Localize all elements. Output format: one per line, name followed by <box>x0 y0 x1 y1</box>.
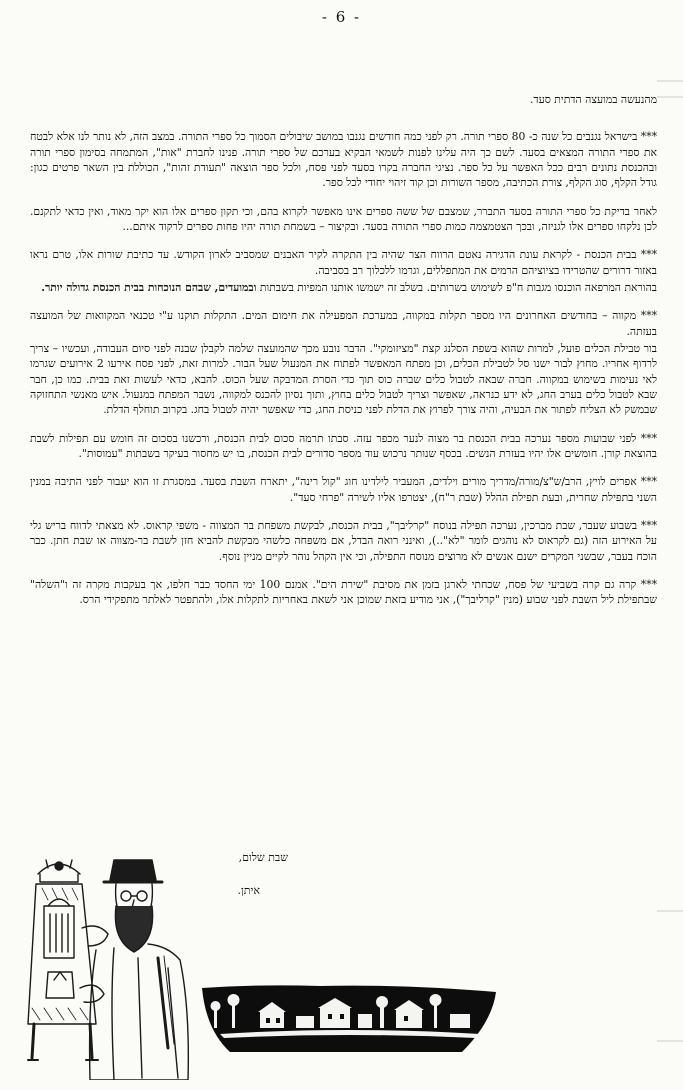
paragraph-guest-cantor: *** אפרים לויץ, הרב/ש"צ/מורה/מדריך מורים וילדים, המעביר לילדינו חוג "קול רינה", יתארח השבת בסעד. במסגרת זו הוא יעבור לפני התיבה במנין השני בתפילת שחרית, ובעת תפילת ההלל (שבת ר"ח), יצטרפו אליו לשירה "פרחי סעד". <box>30 475 657 504</box>
paragraph-shirat-hayam: *** קרה גם קרה בשביעי של פסח, שכחתי לארגן בזמן את מסיבת "שירת הים". אמנם 100 ימי החסד כבר חלפו, אך בעקבות מקרה זה ו"השלה" שבתפילת ליל השבת לפני שבוע (מנין "קרליבך"), אני מודיע בזאת שמוכן אני לשאת באחריות לתקלות אלו, ולהתפטר לאלתר מתפקידי הרס. <box>30 577 657 607</box>
margin-bleed-mark <box>657 96 683 98</box>
paragraph-vessels-pool: בור טבילת הכלים פועל, למרות שהוא בשפת הסלנג קצת "מציזומקי". הדבר נובע מכך שהמועצה שלמה לקבלן שבנה לפני סיום העבודה, ועכשיו – צריך לרדוף אחריו. מחוץ לבור ישנו סל לטבילת הכלים, וכן מפתח המאפשר לפתוח את המנעול שעל הבור. למרות זאת, לפני פסח אירעו 2 אירועים שגרמו לאי נעימות בשימוש במקווה. חברה שבאה לטבול כלים שברה כוס תוך כדי הסרת המדבקה שעל הכוס. להבא, כדאי לעשות זאת בבית. כמו כן, חבר שבא לטבול כלים בערב החג, לא ידע כנראה, שאפשר וצריך לטבול כלים בחוץ, ותוך נסיון להכנס למקווה, נשבר המפתח במנעול. איש מאנשי התחזוקה שבמשק לא הצליח לפתור את הבעיה, והיה צורך לפרוץ את הדלת לפני כניסת החג, כדי שאפשר יהיה לטבול בחג. בקרוב תוחלף הדלת. <box>30 341 657 417</box>
paragraph-synagogue: *** בבית הכנסת - לקראת עונת הדגירה נאטם הרווח הצר שהיה בין התקרה לקיר האבנים שמסביב לארון הקודש. עד כתיבת שורות אלו, טרם נראו באזור דרורים שהטרידו בציוציהם הרמים את המתפללים, וגרמו ללכלוך רב בסביבה. <box>30 248 657 277</box>
signoff <box>238 852 289 896</box>
newsletter-body <box>30 92 657 621</box>
paragraph-mikveh: *** מקווה – בחודשים האחרונים היו מספר תקלות במקווה, במערכת המפעילה את חימום המים. התקלות תוקנו ע"י טכנאי המקוואות של המועצה בעזתה. <box>30 309 657 338</box>
paragraph-towels <box>30 280 657 295</box>
paragraph-carlebach: *** בשבוע שעבר, שבת מברכין, נערכה תפילה בנוסח "קרליבך", בבית הכנסת, לבקשת משפחת בר המצווה - משפי קראוס. לא מצאתי לדווח בריש גלי על האירוע הזה (גם לקראוס לא נוהגים לומר "לא"..), ואינני רואה הבדל, אם משפחה כלשהי מבקשת להביא חזן לשבת בר-מצווה או שבת חתן. כבר הוכח בעבר, שבשני המקרים ישנם אנשים לא מרוצים מנוסח התפילה, וכי אין הקהל נוהר לקיים מניין נוסף. <box>30 518 657 563</box>
closing-greeting: שבת שלום, <box>238 851 288 864</box>
signature: איתן. <box>237 884 260 897</box>
paragraph-torah-inspection: לאחר בדיקת כל ספרי התורה בסעד התברר, שמצבם של ששה ספרים אינו מאפשר לקרוא בהם, וכי תקון ספרים אלו הוא יקר מאוד, ואין כדאי לתקנם. לכן נלקחו ספרים אלו לגניזה, ובכך הצטמצמה כמות ספרי התורה בסעד. ובקיצור – בשמחת תורה יהיו פחות ספרים לרקוד איתם... <box>30 204 657 233</box>
village-landscape-illustration <box>200 982 500 1054</box>
section-heading: מהנעשה במועצה הדתית סעד. <box>529 93 657 106</box>
margin-bleed-mark <box>657 1040 683 1042</box>
paragraph-towels-text: בהוראת המרפאה הוכנסו מגבות ח"פ לשימוש בשרותים. בשלב זה ישמשו אותנו המפיות בשבתות <box>259 280 657 294</box>
rabbi-torah-illustration <box>18 848 196 1080</box>
margin-bleed-mark <box>657 80 683 82</box>
paragraph-torah-theft: *** בישראל נגנבים כל שנה כ- 80 ספרי תורה. רק לפני כמה חודשים נגנבו במושב שיבולים הסמוך כל ספרי התורה. במצב הזה, לא נותר לנו אלא לבטח את ספרי התורה המצאים בסעד. לשם כך היה עלינו לפנות לשמאי הבקיא בערכם של ספרי תורה. פנינו לחברת "אות", המתמחה בסימון ספרי תורה ובהכנסת נתונים רבים ככל האפשר על כל ספר. נציגי החברה בקרו בסעד לפני פסח, ולכל ספר הוצאה "תעודת זהות", הכוללת בין השאר פרטים כגון: גודל הקלף, סוג הקלף, צורת הכתיבה, מספר השורות וכן קוד זיהוי יחודי לכל ספר. <box>30 130 657 190</box>
margin-bleed-mark <box>657 910 683 912</box>
paragraph-towels-bold: ובמועדים, שבהם הנוכחות בבית הכנסת גדולה יותר. <box>41 280 257 294</box>
page-number: - 6 - <box>321 8 362 26</box>
paragraph-bar-mitzvah: *** לפני שבועות מספר נערכה בבית הכנסת בר מצוה לנער מכפר עזה. סבתו תרמה סכום לבית הכנסת, ורכשנו בסכום זה חומש עם תפילות לשבת בהוצאת קורן. חומשים אלו יהיו בעזרת הנשים. בכסף שנותר נרכוש עוד מספר סדורים לבית הכנסת, בו יש מחסור בעיקר בשבתות "עמוסות". <box>30 431 657 460</box>
